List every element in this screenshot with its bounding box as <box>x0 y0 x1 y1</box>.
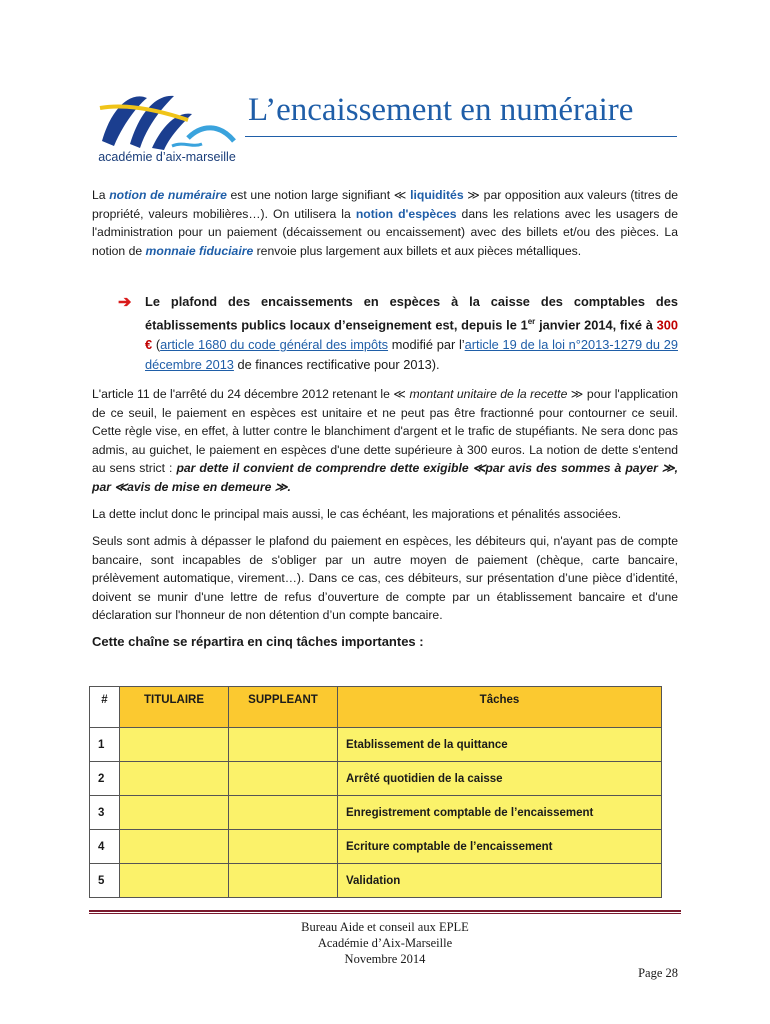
debiteurs-paragraph: Seuls sont admis à dépasser le plafond du paiement en espèces, les débiteurs qui, n'ayant pas de compte bancaire, sont incapables de s'obliger par un autre moyen de paiement (chèque, carte bancaire, prélèvement automatique, virement…). Dans ce cas, ces débiteurs, sur présentation d’une pièce d’identité, doivent se munir d'une lettre de refus d’ouverture de compte par un établissement bancaire et d'une déclaration sur l'honneur de non détention d’un compte bancaire. <box>92 534 678 622</box>
titulaire-cell[interactable] <box>120 830 229 864</box>
suppleant-cell[interactable] <box>229 728 338 762</box>
task-cell: Etablissement de la quittance <box>338 728 662 762</box>
footer-rule-thin <box>89 913 681 914</box>
page-number: Page 28 <box>638 966 678 980</box>
task-cell: Enregistrement comptable de l’encaissement <box>338 796 662 830</box>
footer-rule <box>89 910 681 912</box>
monnaie-fiduciaire-term: monnaie fiduciaire <box>145 243 254 258</box>
row-number: 3 <box>90 796 120 830</box>
table-row <box>90 762 662 796</box>
suppleant-cell[interactable] <box>229 830 338 864</box>
right-arrow-icon: ➔ <box>118 294 132 311</box>
titulaire-cell[interactable] <box>120 762 229 796</box>
col-header-titulaire: TITULAIRE <box>120 687 229 728</box>
tasks-heading: Cette chaîne se répartira en cinq tâches importantes : <box>92 634 424 649</box>
logo-text: académie d’aix-marseille <box>98 150 236 164</box>
col-header-suppleant: SUPPLEANT <box>229 687 338 728</box>
table-row <box>90 864 662 898</box>
col-header-num: # <box>90 687 120 728</box>
arrete-paragraph: L'article 11 de l'arrêté du 24 décembre 2012 retenant le ≪ montant unitaire de la recette ≫ pour l'application de ce seuil, le paiement en espèces est unitaire et ne peut pas être fractionné pour contourner ce seuil. Cette règle vise, en effet, à lutter contre le blanchiment d'argent et le trafic de stupéfiants. Ne sera donc pas admis, au guichet, le paiement en espèces d'une dette supérieure à 300 euros. La notion de dette s'entend au sens strict : par dette il convient de comprendre dette exigible ≪par avis des sommes à payer ≫, par ≪avis de mise en demeure ≫. <box>92 387 679 494</box>
task-cell: Ecriture comptable de l’encaissement <box>338 830 662 864</box>
notion-especes-term: notion d'espèces <box>355 206 457 221</box>
row-number: 4 <box>90 830 120 864</box>
table-row <box>90 728 662 762</box>
row-number: 5 <box>90 864 120 898</box>
footer-line-3: Novembre 2014 <box>344 952 426 966</box>
page-title: L’encaissement en numéraire <box>248 92 634 128</box>
task-cell: Validation <box>338 864 662 898</box>
suppleant-cell[interactable] <box>229 864 338 898</box>
row-number: 1 <box>90 728 120 762</box>
table-row <box>90 796 662 830</box>
suppleant-cell[interactable] <box>229 762 338 796</box>
col-header-taches: Tâches <box>338 687 662 728</box>
link-article-19-loi[interactable]: article 19 de la loi n°2013-1279 du 29 décembre 2013 <box>145 337 678 373</box>
table-row <box>90 830 662 864</box>
liquidites-term: liquidités <box>410 188 464 202</box>
titulaire-cell[interactable] <box>120 864 229 898</box>
dette-definition: par dette il convient de comprendre dette exigible ≪par avis des sommes à payer ≫, par ≪avis de mise en demeure ≫. <box>92 461 678 494</box>
suppleant-cell[interactable] <box>229 796 338 830</box>
title-underline <box>245 136 677 137</box>
task-cell: Arrêté quotidien de la caisse <box>338 762 662 796</box>
notion-numeraire-term: notion de numéraire <box>109 188 227 202</box>
titulaire-cell[interactable] <box>120 728 229 762</box>
row-number: 2 <box>90 762 120 796</box>
footer-line-2: Académie d’Aix-Marseille <box>317 936 453 950</box>
intro-paragraph: La notion de numéraire est une notion large signifiant ≪ liquidités ≫ par opposition aux valeurs (titres de propriété, valeurs mobilières…). On utilisera la notion d'espèces dans les relations avec les usagers de l'administration pour un paiement (décaissement ou encaissement) avec des billets et/ou des pièces. La notion de monnaie fiduciaire renvoie plus largement aux billets et aux pièces métalliques. <box>92 188 679 258</box>
amount-300: 300 € <box>145 317 678 353</box>
plafond-callout: Le plafond des encaissements en espèces à la caisse des comptables des établissements publics locaux d’enseignement est, depuis le 1er janvier 2014, fixé à 300 € (article 1680 du code général des impôts modifié par l’article 19 de la loi n°2013-1279 du 29 décembre 2013 de finances rectificative pour 2013). <box>145 294 678 373</box>
dette-paragraph: La dette inclut donc le principal mais aussi, le cas échéant, les majorations et pénalités associées. <box>92 507 622 521</box>
footer-line-1: Bureau Aide et conseil aux EPLE <box>301 920 469 934</box>
tasks-table <box>89 686 662 898</box>
table-header-row <box>90 687 662 728</box>
titulaire-cell[interactable] <box>120 796 229 830</box>
link-article-1680[interactable]: article 1680 du code général des impôts <box>160 337 389 353</box>
